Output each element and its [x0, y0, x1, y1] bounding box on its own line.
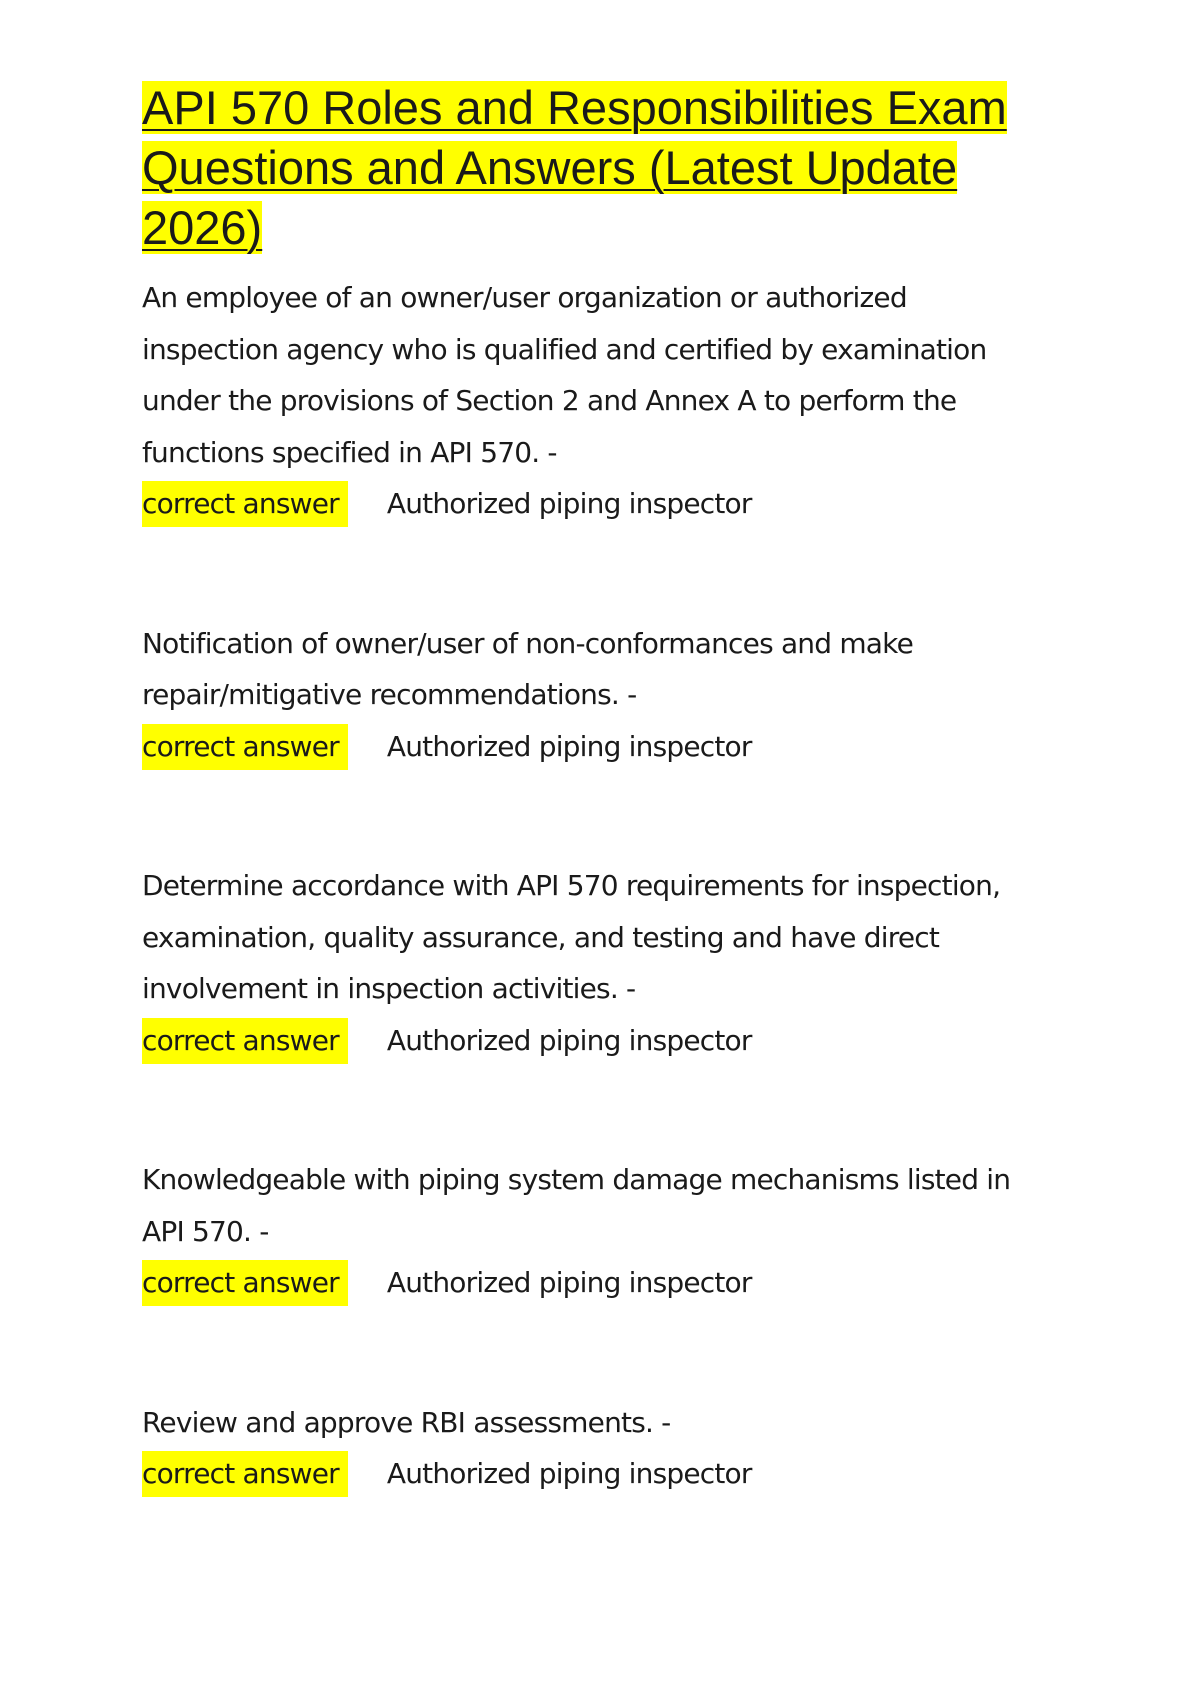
answer-label-highlight: correct answer: [142, 724, 348, 770]
qa-item-2: [142, 618, 1042, 773]
qa-item-1: [142, 272, 1042, 530]
qa-item-5: [142, 1397, 1042, 1500]
question-text: Notification of owner/user of non-conformances and make repair/mitigative recommendations. -: [142, 626, 914, 711]
question-text: An employee of an owner/user organization or authorized inspection agency who is qualified and certified by examination under the provisions of Section 2 and Annex A to perform the functions specified in API 570. -: [142, 281, 987, 469]
answer-line: [142, 1015, 1042, 1067]
answer-line: [142, 721, 1042, 773]
answer-label-highlight: correct answer: [142, 1018, 348, 1064]
question-text: Knowledgeable with piping system damage mechanisms listed in API 570. -: [142, 1163, 1011, 1248]
answer-text: Authorized piping inspector: [386, 1266, 752, 1299]
answer-text: Authorized piping inspector: [386, 729, 752, 763]
answer-label-highlight: correct answer: [142, 1260, 348, 1306]
document-page: [142, 78, 1042, 1500]
qa-item-3: [142, 860, 1042, 1066]
answer-line: [142, 1448, 1042, 1500]
document-title-text: API 570 Roles and Responsibilities Exam Questions and Answers (Latest Update 2026): [142, 81, 1007, 254]
qa-item-4: [142, 1154, 1042, 1309]
question-text: Determine accordance with API 570 requirements for inspection, examination, quality assurance, and testing and have direct involvement in inspection activities. -: [142, 869, 1001, 1005]
answer-label-highlight: correct answer: [142, 481, 348, 527]
answer-label-highlight: correct answer: [142, 1451, 348, 1497]
answer-text: Authorized piping inspector: [386, 1023, 752, 1057]
answer-line: [142, 1257, 1042, 1309]
answer-line: [142, 478, 1042, 530]
question-text: Review and approve RBI assessments. -: [142, 1405, 671, 1439]
answer-text: Authorized piping inspector: [386, 487, 752, 520]
document-title: [142, 78, 1042, 258]
answer-text: Authorized piping inspector: [386, 1457, 752, 1490]
